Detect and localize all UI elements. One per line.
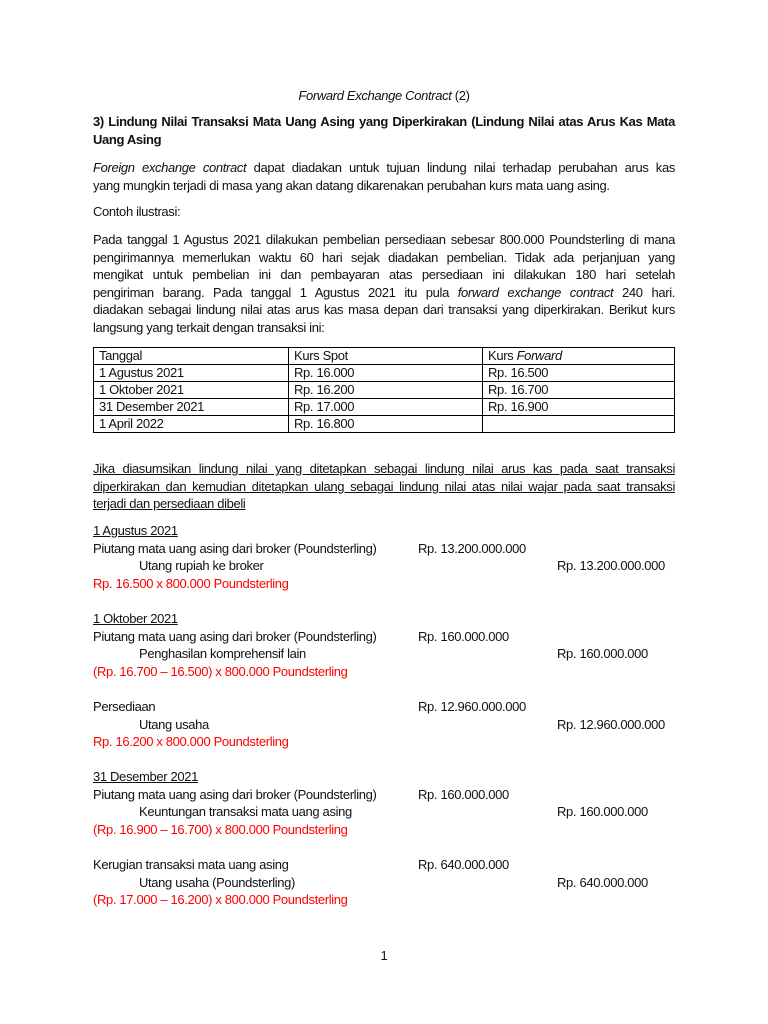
cell-spot: Rp. 16.200 [289, 382, 483, 399]
credit-amount: Rp. 640.000.000 [557, 874, 648, 890]
exchange-rate-table [93, 347, 675, 433]
cell-forward: Rp. 16.700 [483, 382, 675, 399]
entry-date: 31 Desember 2021 [93, 769, 198, 784]
calculation-note: (Rp. 16.700 – 16.500) x 800.000 Poundsterling [93, 663, 348, 679]
debit-amount: Rp. 12.960.000.000 [418, 699, 526, 714]
assumption-line: Jika diasumsikan lindung nilai yang ditetapkan sebagai lindung nilai arus kas pada saat transaksi [93, 461, 675, 476]
debit-amount: Rp. 160.000.000 [418, 786, 509, 802]
assumption-paragraph [93, 460, 675, 513]
credit-amount: Rp. 12.960.000.000 [557, 716, 665, 732]
case-line: diadakan sebagai lindung nilai atas arus kas masa depan dari transaksi yang diperkirakan. Berikut kurs [93, 302, 675, 318]
credit-account: Utang rupiah ke broker [139, 558, 264, 574]
cell-forward [483, 416, 675, 433]
intro-text: dapat diadakan untuk tujuan lindung nilai terhadap perubahan arus kas [246, 160, 675, 175]
example-label-text: Contoh ilustrasi: [93, 204, 181, 219]
debit-amount: Rp. 640.000.000 [418, 857, 509, 872]
cell-forward: Rp. 16.900 [483, 399, 675, 416]
entry-date: 1 Oktober 2021 [93, 611, 178, 626]
intro-paragraph [93, 159, 675, 194]
table-row [94, 365, 675, 382]
cell-spot: Rp. 16.000 [289, 365, 483, 382]
debit-account: Piutang mata uang asing dari broker (Poundsterling) [93, 540, 377, 556]
header-date: Tanggal [94, 348, 289, 365]
table-row [94, 416, 675, 433]
cell-spot: Rp. 17.000 [289, 399, 483, 416]
credit-account: Utang usaha [139, 716, 209, 732]
section-heading [93, 113, 675, 148]
intro-italic: Foreign exchange contract [93, 160, 247, 175]
case-line: pengirimannya memerlukan waktu 60 hari sejak diadakan pembelian. Tidak ada perjanjuan yang [93, 249, 675, 265]
title-suffix: (2) [451, 88, 470, 103]
assumption-line: diperkirakan dan kemudian ditetapkan ulang sebagai lindung nilai atas nilai wajar pada saat transaksi [93, 478, 675, 494]
case-line [93, 284, 675, 302]
page-number: 1 [380, 948, 388, 963]
calculation-note: (Rp. 17.000 – 16.200) x 800.000 Poundsterling [93, 892, 348, 908]
header-forward [483, 348, 675, 365]
debit-amount: Rp. 160.000.000 [418, 628, 509, 644]
credit-amount: Rp. 13.200.000.000 [557, 558, 665, 574]
document-title [0, 88, 768, 103]
debit-account: Persediaan [93, 699, 156, 714]
debit-amount: Rp. 13.200.000.000 [418, 540, 526, 556]
case-line: Pada tanggal 1 Agustus 2021 dilakukan pembelian persediaan sebesar 800.000 Poundsterling di mana [93, 232, 675, 247]
heading-line: Uang Asing [93, 131, 162, 147]
assumption-line: terjadi dan persediaan dibeli [93, 496, 246, 512]
calculation-note: (Rp. 16.900 – 16.700) x 800.000 Poundsterling [93, 821, 348, 837]
credit-amount: Rp. 160.000.000 [557, 804, 648, 820]
intro-line [93, 159, 675, 177]
case-line: langsung yang terkait dengan transaksi ini: [93, 319, 325, 335]
debit-account: Kerugian transaksi mata uang asing [93, 857, 289, 872]
cell-spot: Rp. 16.800 [289, 416, 483, 433]
case-italic: forward exchange contract [457, 284, 614, 300]
credit-account: Penghasilan komprehensif lain [139, 646, 306, 662]
table-row [94, 382, 675, 399]
example-label [93, 203, 675, 221]
entry-date: 1 Agustus 2021 [93, 523, 178, 538]
table-header-row [94, 348, 675, 365]
table-row [94, 399, 675, 416]
intro-line: yang mungkin terjadi di masa yang akan datang dikarenakan perubahan kurs mata uang asing. [93, 177, 610, 193]
header-forward-italic: Forward [516, 348, 562, 363]
heading-line: 3) Lindung Nilai Transaksi Mata Uang Asing yang Diperkirakan (Lindung Nilai atas Arus Kas Mata [93, 114, 675, 129]
case-text: pengiriman barang. Pada tanggal 1 Agustus 2021 itu pula [93, 284, 458, 300]
debit-account: Piutang mata uang asing dari broker (Poundsterling) [93, 628, 377, 644]
cell-date: 1 Oktober 2021 [94, 382, 289, 399]
cell-date: 31 Desember 2021 [94, 399, 289, 416]
header-spot: Kurs Spot [289, 348, 483, 365]
cell-date: 1 Agustus 2021 [94, 365, 289, 382]
title-italic: Forward Exchange Contract [298, 88, 452, 103]
cell-forward: Rp. 16.500 [483, 365, 675, 382]
credit-amount: Rp. 160.000.000 [557, 646, 648, 662]
case-line: mengikat untuk pembelian ini dan pembayaran atas persediaan ini dilakukan 180 hari setelah [93, 267, 675, 283]
case-text: 240 hari. [613, 284, 675, 300]
credit-account: Keuntungan transaksi mata uang asing [139, 804, 352, 820]
calculation-note: Rp. 16.200 x 800.000 Poundsterling [93, 734, 289, 750]
cell-date: 1 April 2022 [94, 416, 289, 433]
case-paragraph [93, 231, 675, 337]
header-forward-text: Kurs [488, 348, 517, 363]
calculation-note: Rp. 16.500 x 800.000 Poundsterling [93, 575, 289, 591]
debit-account: Piutang mata uang asing dari broker (Poundsterling) [93, 786, 377, 802]
credit-account: Utang usaha (Poundsterling) [139, 874, 296, 890]
